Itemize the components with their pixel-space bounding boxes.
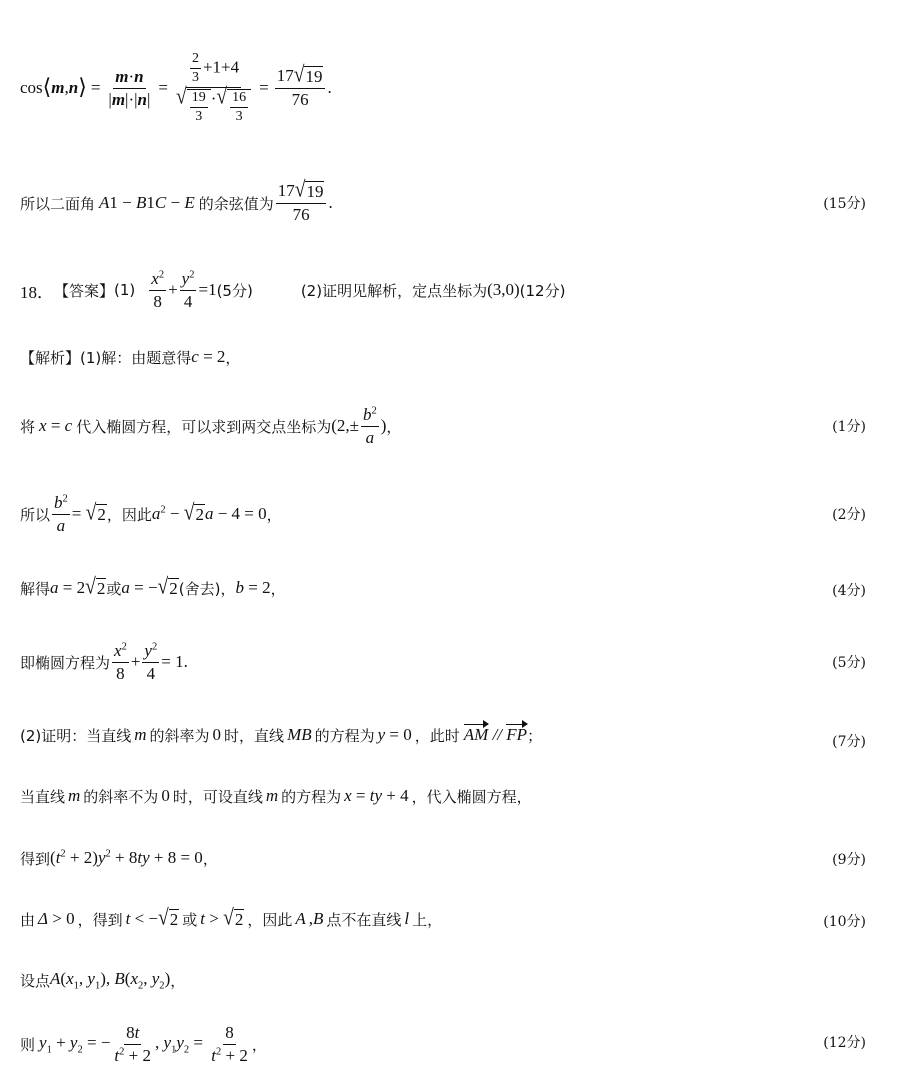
- period: .: [327, 78, 332, 97]
- line-discriminant: 由 Δ > 0 ，得到 t < − √ 2 或 t > √ 2 ，因此 A , B 点不在直线 l 上，: [20, 905, 443, 930]
- score-12: (12分): [823, 1035, 866, 1051]
- score-15: (15分): [823, 196, 866, 212]
- formula-cos-angle: cos ⟨ m , n ⟩ = $\frac{m\cdot n}{|m|\cdot|n|}$ = $\frac{2}{3}$ +1+4 √ $\frac{19}{3}$ · √ $\frac{16}{3}$ = 17 √ 19 76 .: [20, 50, 332, 125]
- line-substitute-x-c: 将 x = c 代入椭圆方程，可以求到两交点坐标为 (2,± $\frac{b^2}{a}$ ) ，: [20, 404, 402, 447]
- analysis-intro: 【解析】 (1)解：由题意得 c = 2 ，: [20, 347, 241, 367]
- score-5: (5分): [832, 655, 866, 671]
- score-2: (2分): [832, 507, 866, 523]
- line-vieta: 则 $y_1 + y_2$ = − $\frac{8t}{t^2 + 2}$ , $y_1y_2$ = $\frac{8}{t^2 + 2}$ ，: [20, 1022, 267, 1065]
- line-slope-nonzero: 当直线 m 的斜率不为 0 时，可设直线 m 的方程为 x = ty + 4 ，代入椭圆方程，: [20, 786, 532, 806]
- score-4: (4分): [832, 583, 866, 599]
- line-ellipse-equation: 即椭圆方程为 $\frac{x^2}{8}$ + $\frac{y^2}{4}$ = 1 .: [20, 640, 188, 683]
- line-so-b2-over-a: 所以 $\frac{b^2}{a}$ = √ 2 ，因此 $a^2$ − √ 2 a − 4 = 0 ，: [20, 492, 282, 535]
- score-10: (10分): [823, 914, 866, 930]
- score-7: (7分): [832, 734, 866, 750]
- answer-18: 18． 【答案】 (1) $\frac{x^2}{8}$ + $\frac{y^2}{4}$ =1 (5分) (2)证明见解析，定点坐标为 (3,0) (12分): [20, 268, 566, 311]
- line-set-points: 设点 $A(x_1$, $y_1$), $B(x_2$, $y_2$) ，: [20, 968, 186, 992]
- score-1: (1分): [832, 419, 866, 435]
- line-quadratic: 得到 $(t^2 + 2)y^2 + 8ty + 8 = 0$ ，: [20, 848, 218, 868]
- line-dihedral-cosine: 所以二面角 A 1 − B 1 C − E 的余弦值为 17 √ 19 76 .: [20, 178, 333, 224]
- line-solve-a: 解得 a = 2 √ 2 或 a = − √ 2 (舍去)， b = 2 ，: [20, 574, 286, 599]
- score-9: (9分): [832, 852, 866, 868]
- line-proof-slope-zero: (2)证明：当直线 m 的斜率为 0 时，直线 MB 的方程为 y = 0 ，此时 AM // FP ；: [20, 725, 543, 745]
